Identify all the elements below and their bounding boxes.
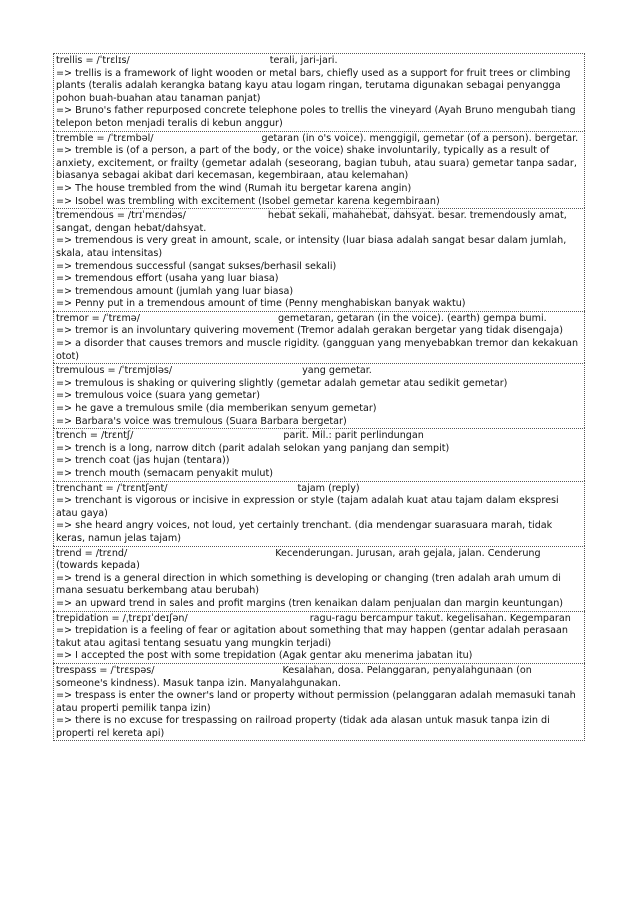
entry-example-line: => Penny put in a tremendous amount of time (Penny menghabiskan banyak waktu) — [56, 298, 466, 310]
dictionary-entry — [53, 428, 585, 480]
entry-example-line: => tremor is an involuntary quivering movement (Tremor adalah gerakan bergetar yang tidak disengaja) — [56, 325, 564, 337]
entry-example-line: => an upward trend in sales and profit margins (tren kenaikan dalam penjualan dan margin keuntungan) — [56, 597, 564, 609]
dictionary-entry — [53, 481, 585, 546]
entry-meaning: terali, jari-jari. — [269, 55, 338, 66]
entry-example-line: => tremulous voice (suara yang gemetar) — [56, 390, 260, 402]
entry-word: trench = /trɛntʃ/ — [56, 430, 134, 442]
dictionary-entry — [53, 311, 585, 363]
entry-meaning: ragu-ragu bercampur takut. kegelisahan. Kegemparan — [309, 612, 571, 624]
entry-meaning: getaran (in o's voice). menggigil, gemetar (of a person). bergetar. — [261, 132, 579, 144]
entry-example-line: => I accepted the post with some trepidation (Agak gentar aku menerima jabatan itu) — [56, 650, 473, 662]
entry-example-line: => tremendous effort (usaha yang luar biasa) — [56, 273, 279, 285]
entry-example-line: => tremulous is shaking or quivering slightly (gemetar adalah gemetar atau sedikit gemetar) — [56, 377, 508, 389]
entry-word: tremble = /ˈtrɛmbəl/ — [56, 132, 154, 144]
entry-headword-line — [56, 210, 582, 235]
entry-example-line: => trepidation is a feeling of fear or agitation about something that may happen (gentar adalah perasaan takut atau agitasi tentang sesuatu yang mungkin terjadi) — [56, 625, 568, 649]
entry-headword-line — [56, 665, 582, 690]
entry-example-line: => trellis is a framework of light wooden or metal bars, chiefly used as a support for fruit trees or climbing plants (teralis adalah kerangka batang kayu atau logam ringan, terutama digunakan sebagai penyangga pohon buah-buahan atau tanaman panjat) — [56, 67, 571, 104]
entry-word: tremulous = /ˈtrɛmjʊləs/ — [56, 365, 173, 377]
entry-word: trenchant = /ˈtrɛntʃənt/ — [56, 482, 168, 494]
entry-meaning: yang gemetar. — [302, 365, 372, 377]
entry-example-line: => tremendous is very great in amount, scale, or intensity (luar biasa adalah sangat besar dalam jumlah, skala, atau intensitas) — [56, 235, 567, 259]
entry-headword-line — [56, 133, 582, 146]
dictionary-entry — [53, 611, 585, 663]
entry-example-line: => tremendous amount (jumlah yang luar biasa) — [56, 285, 294, 297]
dictionary-document — [53, 53, 585, 741]
entry-headword-line — [56, 55, 582, 68]
entry-example-line: => The house trembled from the wind (Rumah itu bergetar karena angin) — [56, 182, 412, 194]
dictionary-entry — [53, 546, 585, 611]
entry-example-line: => tremble is (of a person, a part of the body, or the voice) shake involuntarily, typically as a result of anxiety, excitement, or frailty (gemetar adalah (seseorang, bagian tubuh, atau suara) gemetar tanpa sadar, biasanya sebagai akibat dari kecemasan, kegembiraan, atau kelemahan) — [56, 145, 577, 182]
entry-example-line: => trenchant is vigorous or incisive in expression or style (tajam adalah kuat atau tajam dalam ekspresi atau gaya) — [56, 495, 559, 519]
entry-word: tremor = /ˈtrɛmə/ — [56, 312, 140, 324]
dictionary-entry — [53, 208, 585, 311]
dictionary-entry — [53, 363, 585, 428]
entry-example-line: => Isobel was trembling with excitement (Isobel gemetar karena kegembiraan) — [56, 195, 440, 207]
entry-example-line: => there is no excuse for trespassing on railroad property (tidak ada alasan untuk masuk tanpa izin di properti rel kereta api) — [56, 715, 550, 739]
entry-word: trellis = /ˈtrɛlɪs/ — [56, 55, 130, 66]
entry-word: tremendous = /trɪˈmɛndəs/ — [56, 210, 186, 222]
entry-example-line: => she heard angry voices, not loud, yet certainly trenchant. (dia mendengar suarasuara marah, tidak keras, namun jelas tajam) — [56, 520, 553, 544]
entry-word: trespass = /ˈtrɛspəs/ — [56, 664, 155, 676]
entry-example-line: => tremendous successful (sangat sukses/berhasil sekali) — [56, 260, 337, 272]
entry-example-line: => Bruno's father repurposed concrete telephone poles to trellis the vineyard (Ayah Bruno mengubah tiang telepon beton menjadi teralis di kebun anggur) — [56, 105, 576, 129]
entry-meaning: Kesalahan, dosa. Pelanggaran, penyalahgunaan (on someone's kindness). Masuk tanpa izin. Manyalahgunakan. — [56, 664, 532, 689]
entry-meaning: tajam (reply) — [297, 482, 360, 494]
entry-example-line: => a disorder that causes tremors and muscle rigidity. (gangguan yang menyebabkan tremor dan kekakuan otot) — [56, 338, 579, 362]
entry-headword-line — [56, 483, 582, 496]
entry-example-line: => Barbara's voice was tremulous (Suara Barbara bergetar) — [56, 415, 347, 427]
entry-meaning: parit. Mil.: parit perlindungan — [283, 430, 424, 442]
entry-meaning: Kecenderungan. Jurusan, arah gejala, jalan. Cenderung (towards kepada) — [56, 547, 541, 572]
entry-headword-line — [56, 548, 582, 573]
dictionary-entry — [53, 131, 585, 209]
entry-example-line: => trench is a long, narrow ditch (parit adalah selokan yang panjang dan sempit) — [56, 442, 450, 454]
entry-meaning: hebat sekali, mahahebat, dahsyat. besar. tremendously amat, sangat, dengan hebat/dahsyat. — [56, 210, 567, 234]
entry-example-line: => trench mouth (semacam penyakit mulut) — [56, 468, 273, 479]
entry-meaning: gemetaran, getaran (in the voice). (earth) gempa bumi. — [277, 312, 547, 324]
entry-headword-line — [56, 613, 582, 626]
entry-headword-line — [56, 365, 582, 378]
entry-headword-line — [56, 313, 582, 326]
dictionary-entry — [53, 53, 585, 131]
entry-example-line: => trespass is enter the owner's land or property without permission (pelanggaran adalah memasuki tanah atau properti pemilik tanpa izin) — [56, 690, 576, 714]
entry-example-line: => trench coat (jas hujan (tentara)) — [56, 455, 230, 467]
entry-headword-line — [56, 430, 582, 443]
dictionary-entry — [53, 663, 585, 742]
entry-word: trepidation = /ˌtrɛpɪˈdeɪʃən/ — [56, 612, 188, 624]
entry-example-line: => trend is a general direction in which something is developing or changing (tren adalah arah umum di mana sesuatu berkembang atau berubah) — [56, 572, 561, 597]
entry-word: trend = /trɛnd/ — [56, 547, 128, 559]
entry-example-line: => he gave a tremulous smile (dia memberikan senyum gemetar) — [56, 403, 377, 415]
